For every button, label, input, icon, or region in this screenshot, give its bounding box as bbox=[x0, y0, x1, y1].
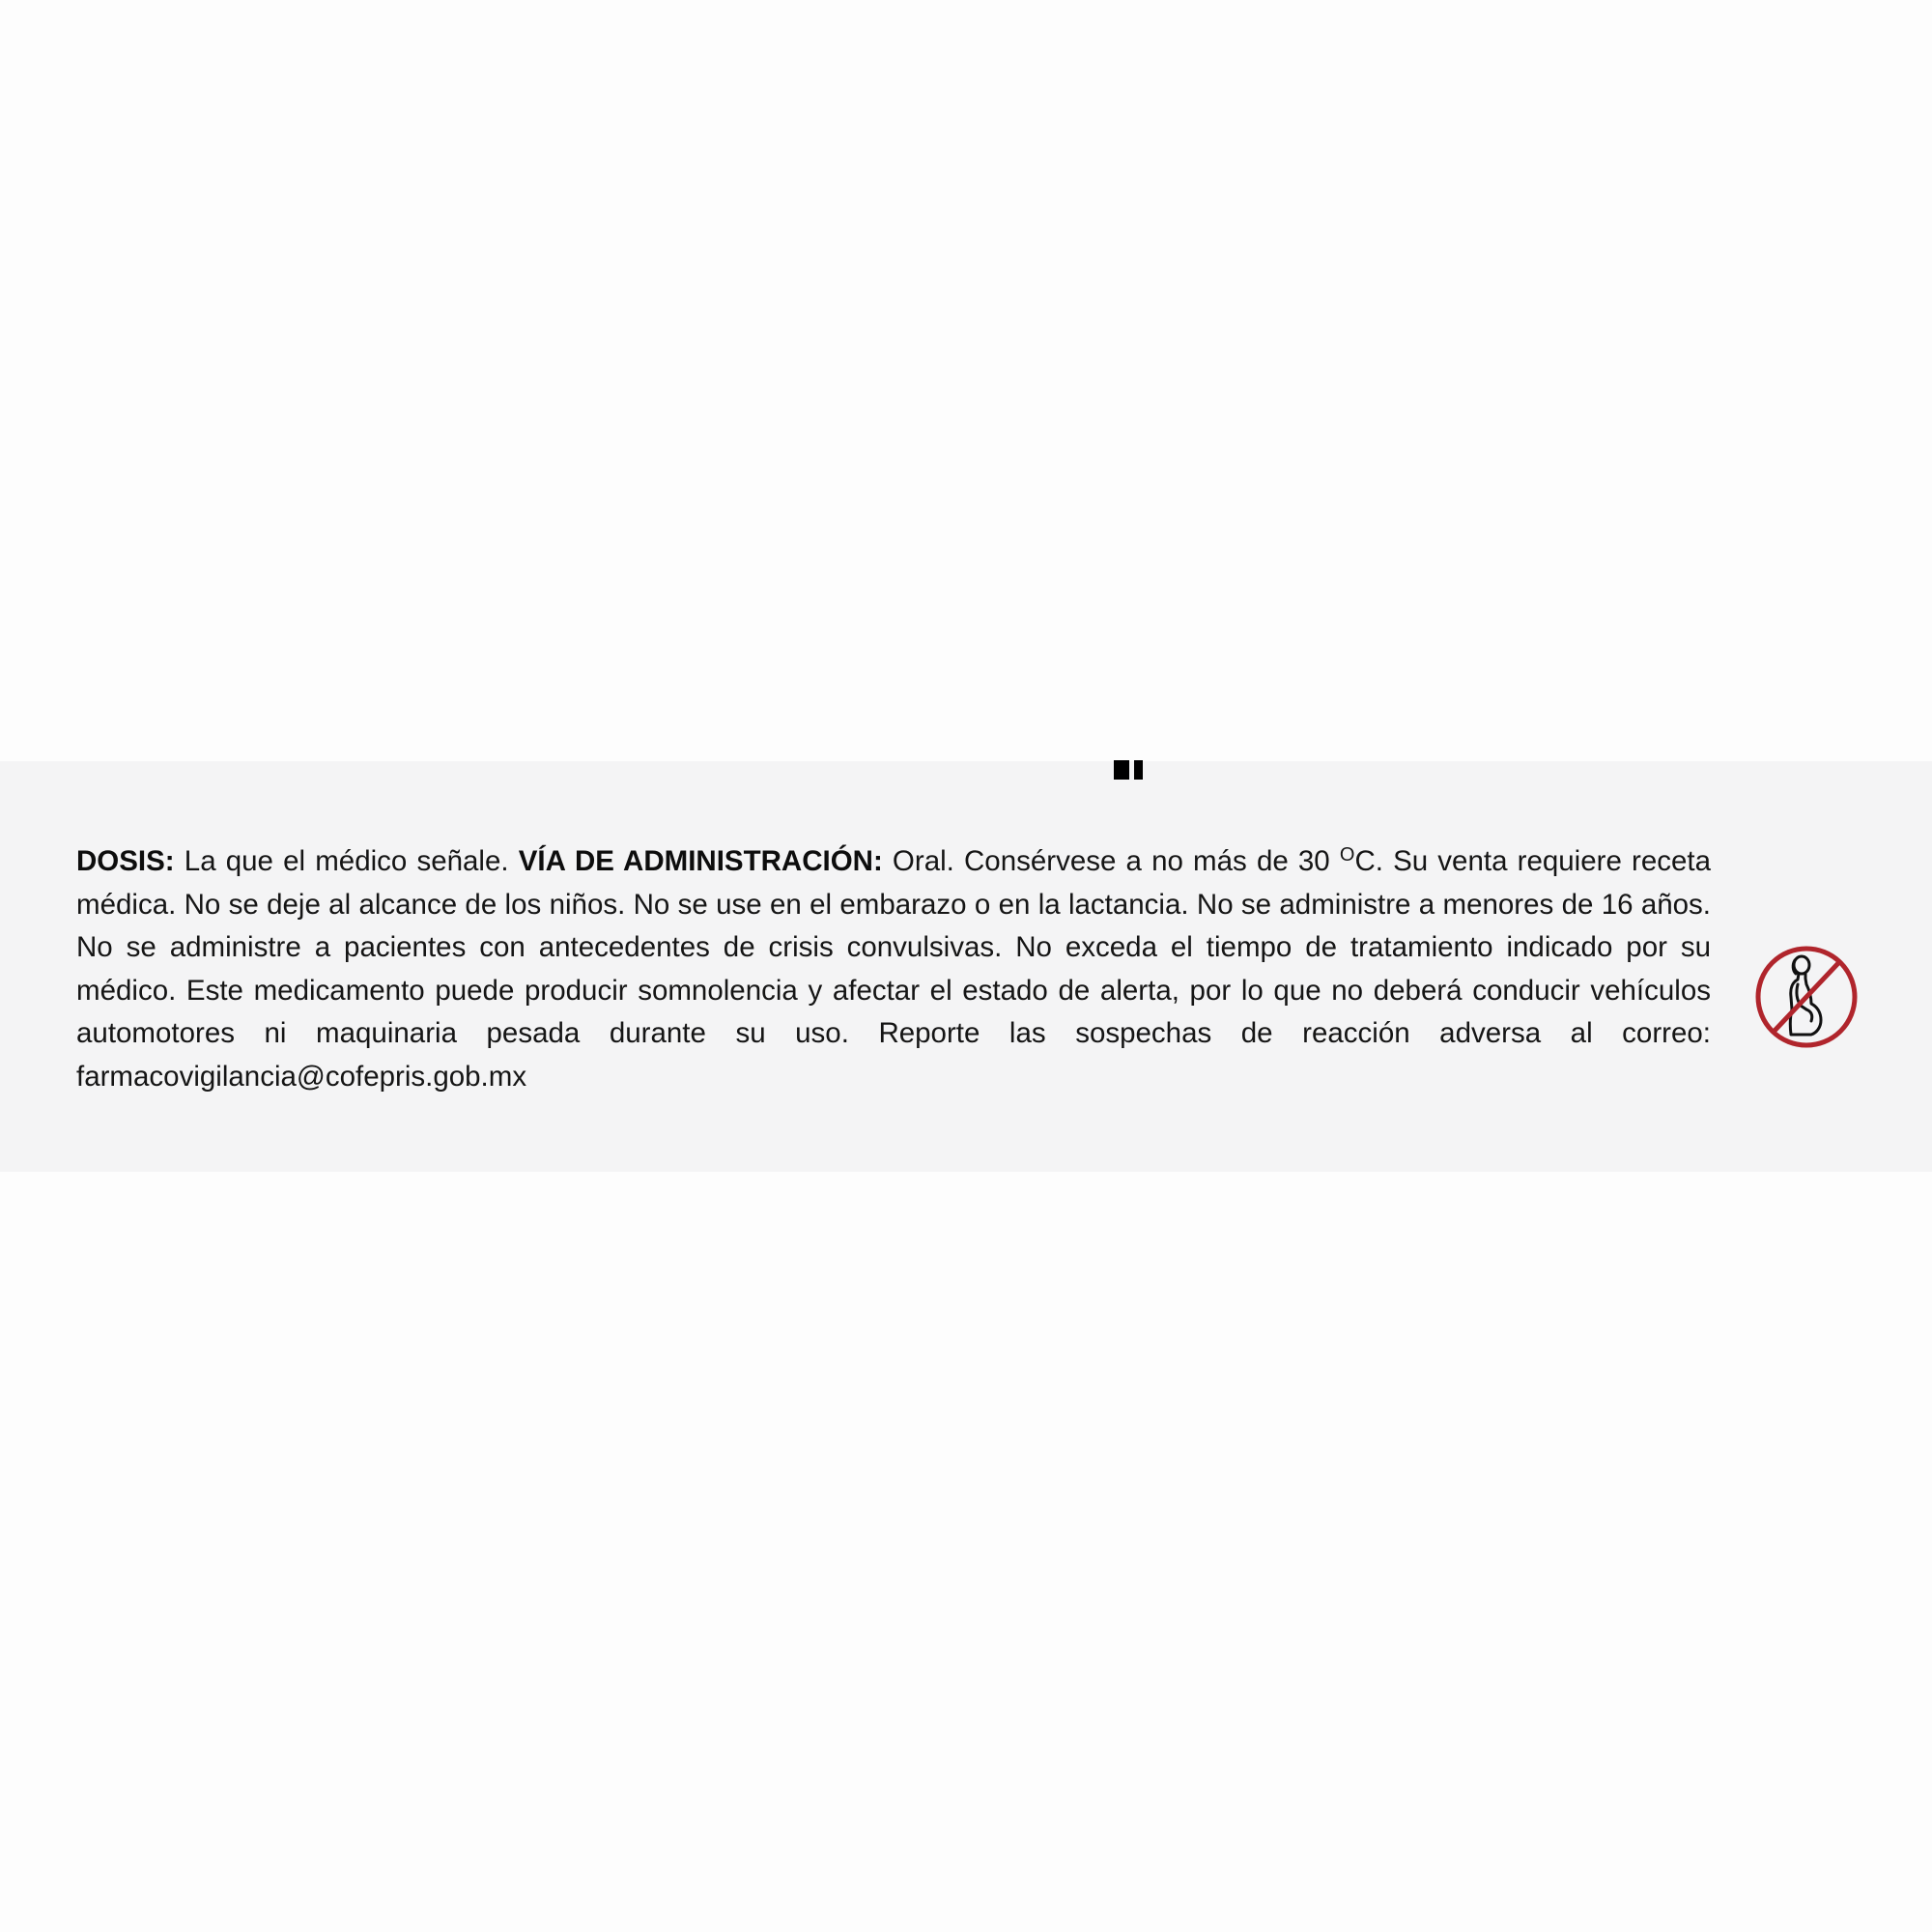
via-label: VÍA DE ADMINISTRACIÓN: bbox=[518, 845, 883, 877]
registration-mark-bar bbox=[1134, 760, 1143, 780]
registration-marks bbox=[1114, 760, 1143, 780]
dosage-legend bbox=[76, 840, 1711, 1098]
no-pregnancy-icon-graphic bbox=[1753, 944, 1860, 1050]
registration-mark-square bbox=[1114, 760, 1129, 780]
dosis-text: La que el médico señale. bbox=[184, 845, 509, 877]
dosis-label: DOSIS: bbox=[76, 845, 175, 877]
via-text: Oral. Consérvese a no más de 30 bbox=[892, 845, 1330, 877]
no-pregnancy-icon bbox=[1753, 944, 1860, 1050]
warnings-text: C. Su venta requiere receta médica. No se deje al alcance de los niños. No se use en el embarazo o en la lactancia. No se administre a menores de 16 años. No se administre a pacientes con antecedentes de crisis convulsivas. No exceda el tiempo de tratamiento indicado por su médico. Este medicamento puede producir somnolencia y afectar el estado de alerta, por lo que no deberá conducir vehículos automotores ni maquinaria pesada durante su uso. Reporte las sospechas de reacción adversa al correo: farmacovigilancia@cofepris.gob.mx bbox=[76, 845, 1711, 1093]
degree-mark: O bbox=[1339, 844, 1355, 866]
